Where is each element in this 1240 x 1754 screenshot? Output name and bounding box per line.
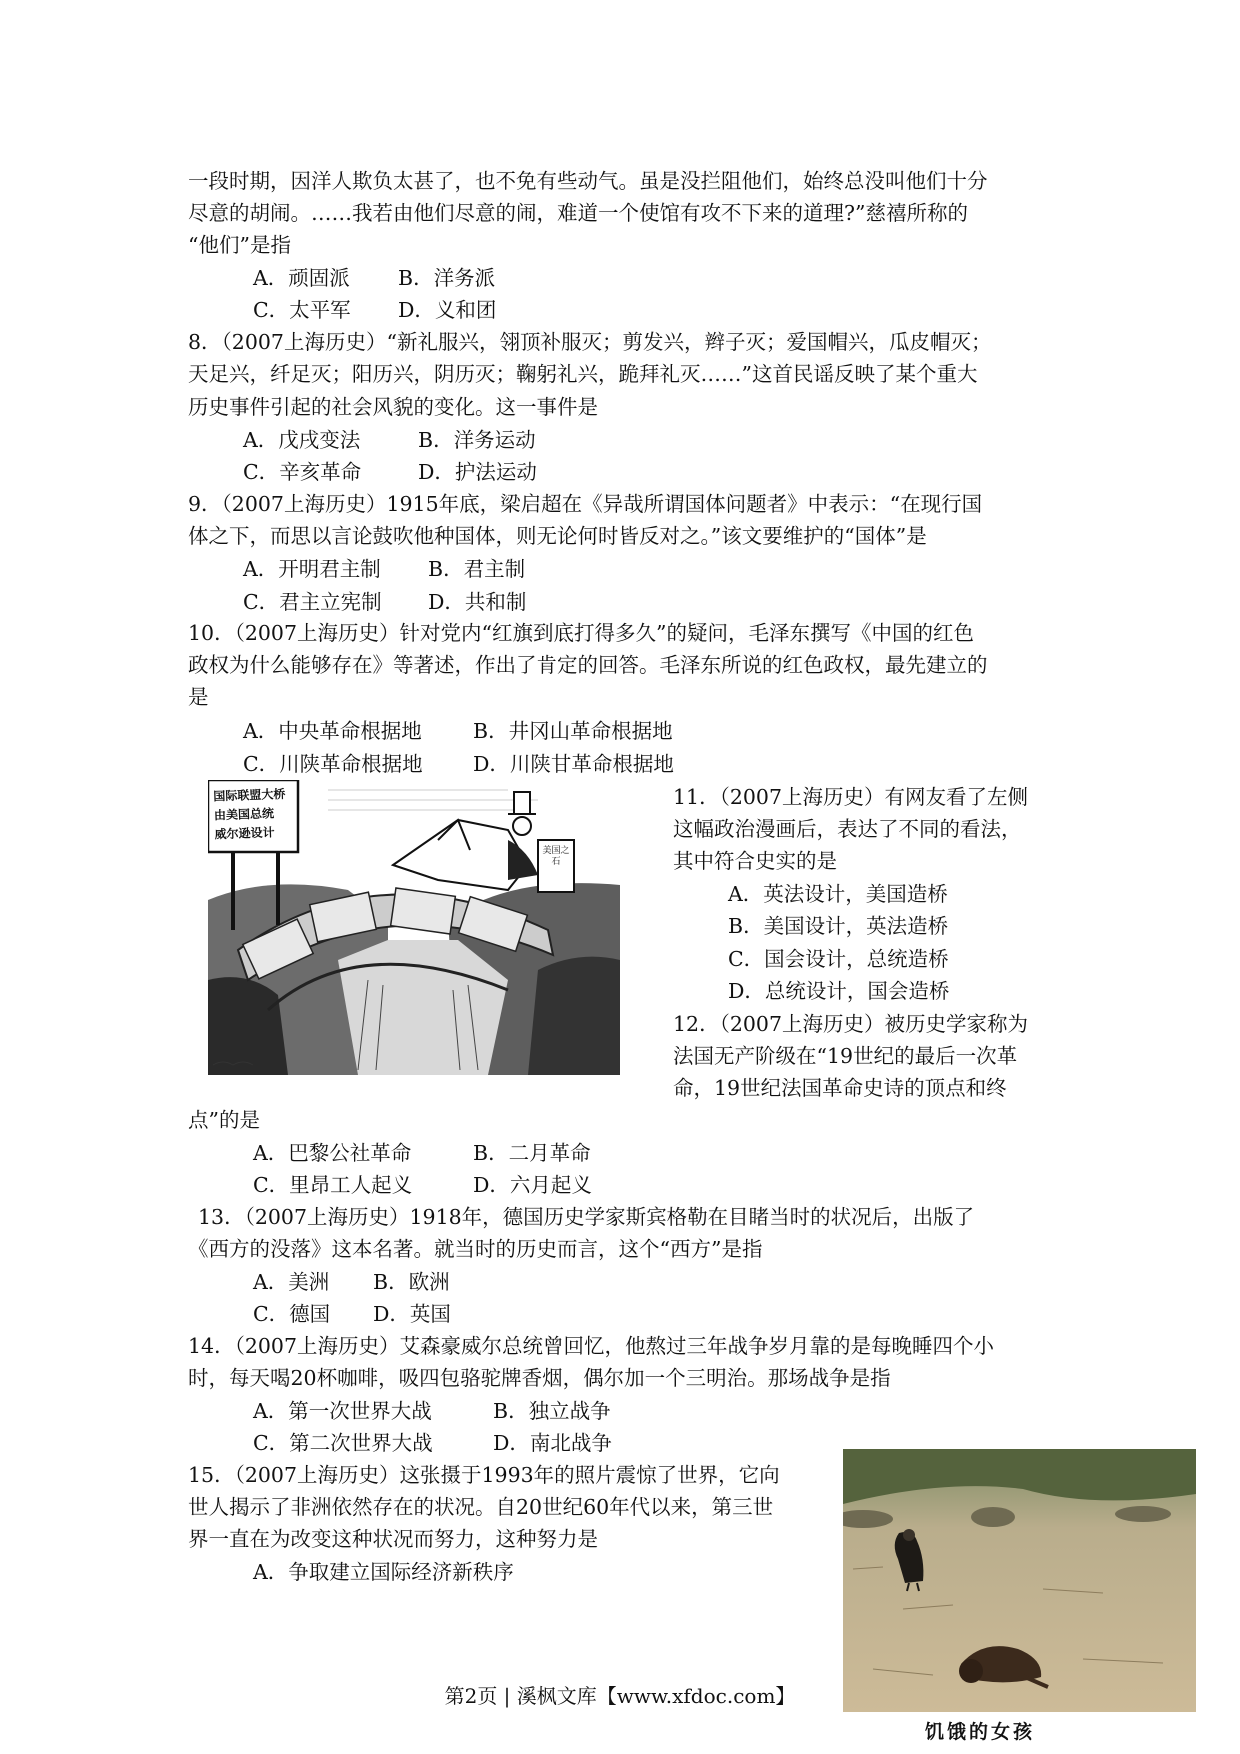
q11-line-2: 这幅政治漫画后，表达了不同的看法，: [673, 817, 1022, 841]
q12-option-c: C．里昂工人起义: [253, 1173, 413, 1197]
q14-option-a: A．第一次世界大战: [253, 1399, 432, 1423]
q8-line-3: 历史事件引起的社会风貌的变化。这一事件是: [188, 395, 598, 419]
q8-line-2: 天足兴，纤足灭；阳历兴，阴历灭；鞠躬礼兴，跪拜礼灭……”这首民谣反映了某个重大: [188, 362, 978, 386]
q7-option-a: A．顽固派: [253, 266, 350, 290]
q10-line-1: 10．（2007上海历史）针对党内“红旗到底打得多久”的疑问，毛泽东撰写《中国的红色: [188, 621, 974, 645]
q7-option-b: B．洋务派: [398, 266, 496, 290]
q10-option-c: C．川陕革命根据地: [243, 752, 423, 776]
q9-option-a: A．开明君主制: [243, 557, 381, 581]
cartoon-box-label: 美国之石: [542, 846, 570, 867]
q7-option-c: C．太平军: [253, 298, 351, 322]
q9-option-d: D．共和制: [428, 590, 527, 614]
q11-option-a: A．英法设计，美国造桥: [728, 882, 948, 906]
cartoon-sign-line-3: 威尔逊设计: [214, 825, 275, 842]
q10-option-b: B．井冈山革命根据地: [473, 719, 673, 743]
q10-line-2: 政权为什么能够存在》等著述，作出了肯定的回答。毛泽东所说的红色政权，最先建立的: [188, 653, 988, 677]
cartoon-sign-line-2: 由美国总统: [213, 806, 275, 823]
q8-line-1: 8．（2007上海历史）“新礼服兴，翎顶补服灭；剪发兴，辫子灭；爱国帽兴，瓜皮帽灭；: [188, 330, 992, 354]
q9-option-b: B．君主制: [428, 557, 526, 581]
q10-option-a: A．中央革命根据地: [243, 719, 422, 743]
q8-option-b: B．洋务运动: [418, 428, 536, 452]
q14-option-d: D．南北战争: [493, 1431, 612, 1455]
q14-line-2: 时，每天喝20杯咖啡，吸四包骆驼牌香烟，偶尔加一个三明治。那场战争是指: [188, 1366, 891, 1390]
q13-option-d: D．英国: [373, 1302, 451, 1326]
q9-option-c: C．君主立宪制: [243, 590, 382, 614]
q13-option-a: A．美洲: [253, 1270, 330, 1294]
q15-option-a: A．争取建立国际经济新秩序: [253, 1560, 514, 1584]
q12-option-d: D．六月起义: [473, 1173, 592, 1197]
q12-line-3: 命，19世纪法国革命史诗的顶点和终: [673, 1076, 1007, 1100]
q7-line-2: 尽意的胡闹。……我若由他们尽意的闹，难道一个使馆有攻不下来的道理?”慈禧所称的: [188, 201, 968, 225]
q11-option-b: B．美国设计，英法造桥: [728, 914, 949, 938]
q9-line-2: 体之下，而思以言论鼓吹他种国体，则无论何时皆反对之。”该文要维护的“国体”是: [188, 524, 927, 548]
q11-option-d: D．总统设计，国会造桥: [728, 979, 950, 1003]
page-footer: 第2页 | 溪枫文库【www.xfdoc.com】: [444, 1684, 796, 1708]
political-cartoon: [208, 780, 620, 1075]
q7-line-3: “他们”是指: [188, 233, 291, 257]
photo-caption: 饥饿的女孩: [925, 1721, 1036, 1743]
q13-line-2: 《西方的没落》这本名著。就当时的历史而言，这个“西方”是指: [188, 1237, 763, 1261]
q15-line-1: 15．（2007上海历史）这张摄于1993年的照片震惊了世界，它向: [188, 1463, 780, 1487]
q9-line-1: 9．（2007上海历史）1915年底，梁启超在《异哉所谓国体问题者》中表示：“在现行国: [188, 492, 983, 516]
q14-option-b: B．独立战争: [493, 1399, 611, 1423]
q12-line-4: 点”的是: [188, 1108, 260, 1132]
q10-line-3: 是: [188, 685, 209, 709]
q15-line-2: 世人揭示了非洲依然存在的状况。自20世纪60年代以来，第三世: [188, 1495, 774, 1519]
q12-option-a: A．巴黎公社革命: [253, 1141, 412, 1165]
q10-option-d: D．川陕甘革命根据地: [473, 752, 674, 776]
q14-option-c: C．第二次世界大战: [253, 1431, 433, 1455]
cartoon-sign-line-1: 国际联盟大桥: [213, 786, 286, 804]
q7-option-d: D．义和团: [398, 298, 497, 322]
q13-line-1: 13．（2007上海历史）1918年，德国历史学家斯宾格勒在目睹当时的状况后，出版了: [198, 1205, 975, 1229]
q8-option-d: D．护法运动: [418, 460, 537, 484]
q12-line-2: 法国无产阶级在“19世纪的最后一次革: [673, 1044, 1018, 1068]
q11-line-1: 11．（2007上海历史）有网友看了左侧: [673, 785, 1029, 809]
q8-option-a: A．戊戌变法: [243, 428, 361, 452]
q8-option-c: C．辛亥革命: [243, 460, 362, 484]
q11-option-c: C．国会设计，总统造桥: [728, 947, 949, 971]
famine-photo: [843, 1449, 1196, 1712]
q11-line-3: 其中符合史实的是: [673, 849, 837, 873]
q12-option-b: B．二月革命: [473, 1141, 591, 1165]
q13-option-b: B．欧洲: [373, 1270, 450, 1294]
q15-line-3: 界一直在为改变这种状况而努力，这种努力是: [188, 1527, 598, 1551]
q7-line-1: 一段时期，因洋人欺负太甚了，也不免有些动气。虽是没拦阻他们，始终总没叫他们十分: [188, 169, 988, 193]
q13-option-c: C．德国: [253, 1302, 331, 1326]
q12-line-1: 12．（2007上海历史）被历史学家称为: [673, 1012, 1029, 1036]
q14-line-1: 14．（2007上海历史）艾森豪威尔总统曾回忆，他熬过三年战争岁月靠的是每晚睡四个小: [188, 1334, 995, 1358]
